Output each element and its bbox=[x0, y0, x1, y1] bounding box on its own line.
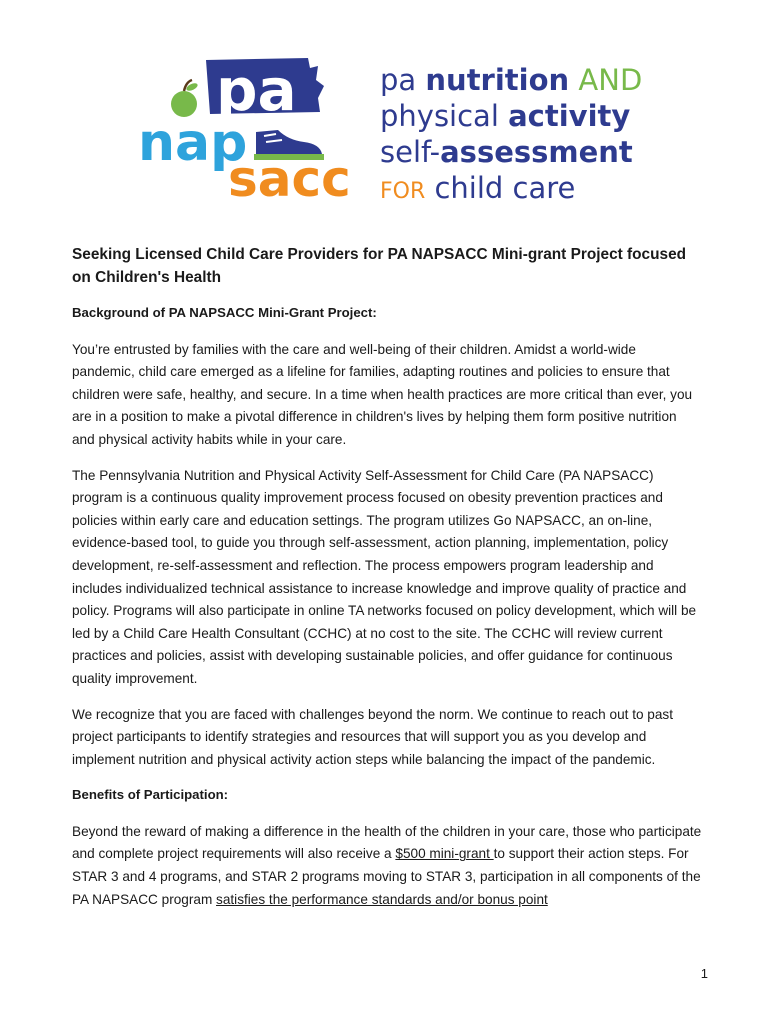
tagline-line-2: physical activity bbox=[380, 99, 631, 133]
paragraph-intro: You’re entrusted by families with the care and well-being of their children. Amidst a world-wide pandemic, child care emerged as a lifeline for families, adapting routines and policies to ensure that children were safe, healthy, and secure. In a time when health practices are more critical than ever, you are in a position to make a pivotal difference in children's lives by helping them form positive nutrition and physical activity habits while in your care. bbox=[72, 341, 693, 447]
logo-pa-text: pa bbox=[216, 56, 297, 124]
mini-grant-amount: $500 mini-grant bbox=[395, 846, 494, 862]
performance-standards-text: satisfies the performance standards and/or bonus point bbox=[216, 891, 548, 907]
apple-icon bbox=[171, 80, 199, 117]
paragraph-benefits: Beyond the reward of making a difference in the health of the children in your care, those who participate and complete project requirements will also receive a $500 mini-grant to support their action steps. For STAR 3 and 4 programs, and STAR 2 programs moving to STAR 3, participation in all components of the PA NAPSACC program satisfies the performance standards and/or bonus point bbox=[72, 823, 702, 907]
background-heading: Background of PA NAPSACC Mini-Grant Project: bbox=[72, 305, 377, 320]
page-number: 1 bbox=[700, 966, 708, 981]
pa-napsacc-logo-mark bbox=[138, 54, 378, 204]
benefits-heading: Benefits of Participation: bbox=[72, 787, 229, 803]
pa-napsacc-logo bbox=[138, 54, 658, 204]
document-title: Seeking Licensed Child Care Providers for PA NAPSACC Mini-grant Project focused on Children's Health bbox=[72, 246, 687, 286]
logo-nap-text: nap bbox=[138, 113, 248, 173]
document-body bbox=[72, 243, 702, 924]
logo-tagline bbox=[380, 62, 642, 210]
tagline-line-3: self-assessment bbox=[380, 135, 633, 169]
paragraph-program: The Pennsylvania Nutrition and Physical Activity Self-Assessment for Child Care (PA NAPSACC) program is a continuous quality improvement process focused on obesity prevention practices and policies within early care and education settings. The program utilizes Go NAPSACC, an on-line, evidence-based tool, to guide you through self-assessment, action planning, implementation, policy development, re-self-assessment and reflection. The process empowers program leadership and includes individualized technical assistance to increase knowledge and improve quality of practice and policy. Programs will also participate in online TA networks focused on policy development, which will be led by a Child Care Health Consultant (CCHC) at no cost to the site. The CCHC will review current practices and policies, assist with developing sustainable policies, and offer guidance for continuous quality improvement. bbox=[72, 467, 697, 686]
logo-sacc-text: sacc bbox=[228, 150, 351, 204]
tagline-line-1: pa nutrition AND bbox=[380, 63, 643, 97]
tagline-line-4: FOR child care bbox=[380, 171, 576, 205]
paragraph-challenges: We recognize that you are faced with challenges beyond the norm. We continue to reach out to past project participants to identify strategies and resources that will support you as you develop and implement nutrition and physical activity action steps while balancing the impact of the pandemic. bbox=[72, 706, 674, 767]
